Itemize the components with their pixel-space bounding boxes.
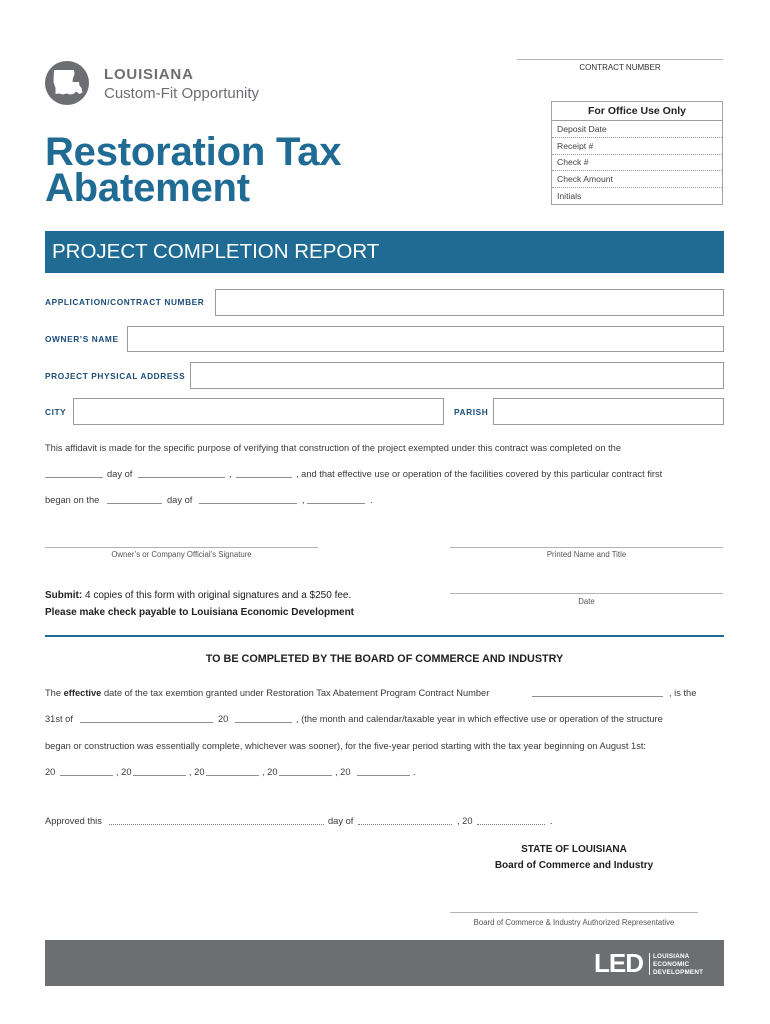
tax-year-2-prefix: , 20 <box>116 767 132 777</box>
approved-this-text: Approved this <box>45 816 102 826</box>
printed-name-line[interactable] <box>450 547 723 548</box>
project-address-field[interactable] <box>190 362 724 389</box>
effective-31st-text: 31st of <box>45 714 73 724</box>
board-name: Board of Commerce and Industry <box>494 860 654 871</box>
owner-signature-line[interactable] <box>45 547 318 548</box>
affidavit-text-line1: This affidavit is made for the specific purpose of verifying that construction of the project exempted under this contract was completed on the <box>45 443 622 453</box>
tax-year-5-prefix: , 20 <box>335 767 351 777</box>
office-use-title: For Office Use Only <box>552 102 722 121</box>
office-use-box <box>551 101 723 205</box>
approved-month-blank[interactable] <box>358 824 452 825</box>
state-of-louisiana: STATE OF LOUISIANA <box>521 844 627 855</box>
application-contract-number-label: APPLICATION/CONTRACT NUMBER <box>45 297 205 307</box>
louisiana-state-icon <box>45 61 89 105</box>
began-day-blank[interactable] <box>107 503 162 504</box>
began-month-blank[interactable] <box>199 503 297 504</box>
tax-year-1-blank[interactable] <box>60 775 113 776</box>
board-section-heading: TO BE COMPLETED BY THE BOARD OF COMMERCE AND INDUSTRY <box>205 653 564 665</box>
affidavit-day-of-text: day of <box>107 469 133 479</box>
completion-year-blank[interactable] <box>236 477 292 478</box>
page-title-line1: Restoration Tax <box>45 130 342 174</box>
led-logo-line-1: LOUISIANA <box>653 953 690 960</box>
printed-name-caption: Printed Name and Title <box>546 550 627 559</box>
led-logo-divider <box>649 953 650 975</box>
effective-date-bold: effective <box>63 688 102 698</box>
louisiana-logo <box>45 61 89 105</box>
effective-date-the: The <box>45 688 62 698</box>
office-row-check-amount[interactable]: Check Amount <box>552 170 722 187</box>
page-title-line2: Abatement <box>45 166 250 210</box>
report-banner <box>45 231 724 273</box>
tax-year-4-prefix: , 20 <box>262 767 278 777</box>
completion-day-blank[interactable] <box>45 477 103 478</box>
tax-year-1-prefix: 20 <box>45 767 56 777</box>
effective-year-prefix: 20 <box>218 714 229 724</box>
tax-year-5-blank[interactable] <box>357 775 410 776</box>
effective-date-line3: began or construction was essentially complete, whichever was sooner), for the five-year period starting with the tax year beginning on August 1st: <box>45 741 647 751</box>
project-address-label: PROJECT PHYSICAL ADDRESS <box>45 371 186 381</box>
owners-name-field[interactable] <box>127 326 724 352</box>
submit-label: Submit: <box>45 590 83 601</box>
parish-label: PARISH <box>454 407 489 417</box>
board-representative-caption: Board of Commerce & Industry Authorized Representative <box>473 918 675 927</box>
board-representative-line[interactable] <box>450 912 698 913</box>
began-year-blank[interactable] <box>307 503 365 504</box>
date-caption: Date <box>578 597 595 606</box>
section-divider <box>45 635 724 637</box>
tax-year-2-blank[interactable] <box>133 775 186 776</box>
led-logo-line-3: DEVELOPMENT <box>653 969 704 976</box>
submit-text: 4 copies of this form with original signatures and a $250 fee. <box>85 590 352 601</box>
louisiana-state-shape <box>54 70 83 95</box>
contract-number-label: CONTRACT NUMBER <box>579 63 661 72</box>
approved-day-blank[interactable] <box>109 824 324 825</box>
office-row-initials[interactable]: Initials <box>552 187 722 204</box>
effective-date-rest: date of the tax exemtion granted under Restoration Tax Abatement Program Contract Number <box>103 688 490 698</box>
effective-date-text <box>45 688 489 699</box>
led-logo-mark: LED <box>594 948 643 978</box>
application-contract-number-field[interactable] <box>215 289 724 316</box>
approved-year-blank[interactable] <box>477 824 545 825</box>
affidavit-comma: , <box>229 469 232 479</box>
completion-month-blank[interactable] <box>138 477 225 478</box>
effective-date-line2: , (the month and calendar/taxable year in which effective use or operation of the structure <box>296 714 663 724</box>
office-row-deposit-date[interactable]: Deposit Date <box>557 123 607 134</box>
payable-instructions: Please make check payable to Louisiana Economic Development <box>45 607 355 618</box>
date-line[interactable] <box>450 593 723 594</box>
city-label: CITY <box>45 407 67 417</box>
contract-number-blank[interactable] <box>532 696 663 697</box>
office-row-check-number[interactable]: Check # <box>552 154 722 171</box>
submit-instructions <box>45 590 351 602</box>
affidavit-began-day-of-text: day of <box>167 495 193 505</box>
effective-month-blank[interactable] <box>80 722 213 723</box>
approved-period: . <box>550 816 553 826</box>
approved-year-prefix: , 20 <box>457 816 473 826</box>
affidavit-began-comma: , <box>302 495 305 505</box>
footer-bar <box>45 940 724 986</box>
led-logo-line-2: ECONOMIC <box>653 961 690 968</box>
effective-year-blank[interactable] <box>235 722 292 723</box>
tax-years-period: . <box>413 767 416 777</box>
parish-field[interactable] <box>493 398 724 425</box>
affidavit-began-on-text: began on the <box>45 495 100 505</box>
owners-name-label: OWNER’S NAME <box>45 334 119 344</box>
affidavit-text-line2: , and that effective use or operation of the facilities covered by this particular contract first <box>296 469 663 479</box>
tax-year-4-blank[interactable] <box>279 775 332 776</box>
contract-number-line[interactable] <box>517 59 723 60</box>
report-banner-title: PROJECT COMPLETION REPORT <box>52 240 380 263</box>
office-row-receipt[interactable]: Receipt # <box>552 137 722 154</box>
approved-day-of-text: day of <box>328 816 354 826</box>
city-field[interactable] <box>73 398 444 425</box>
affidavit-period: . <box>370 495 373 505</box>
owner-signature-caption: Owner’s or Company Official’s Signature <box>111 550 252 559</box>
logo-tagline: Custom-Fit Opportunity <box>104 85 260 102</box>
effective-date-end: , is the <box>669 688 697 698</box>
tax-year-3-prefix: , 20 <box>189 767 205 777</box>
tax-year-3-blank[interactable] <box>206 775 259 776</box>
logo-state-name: LOUISIANA <box>104 66 194 83</box>
